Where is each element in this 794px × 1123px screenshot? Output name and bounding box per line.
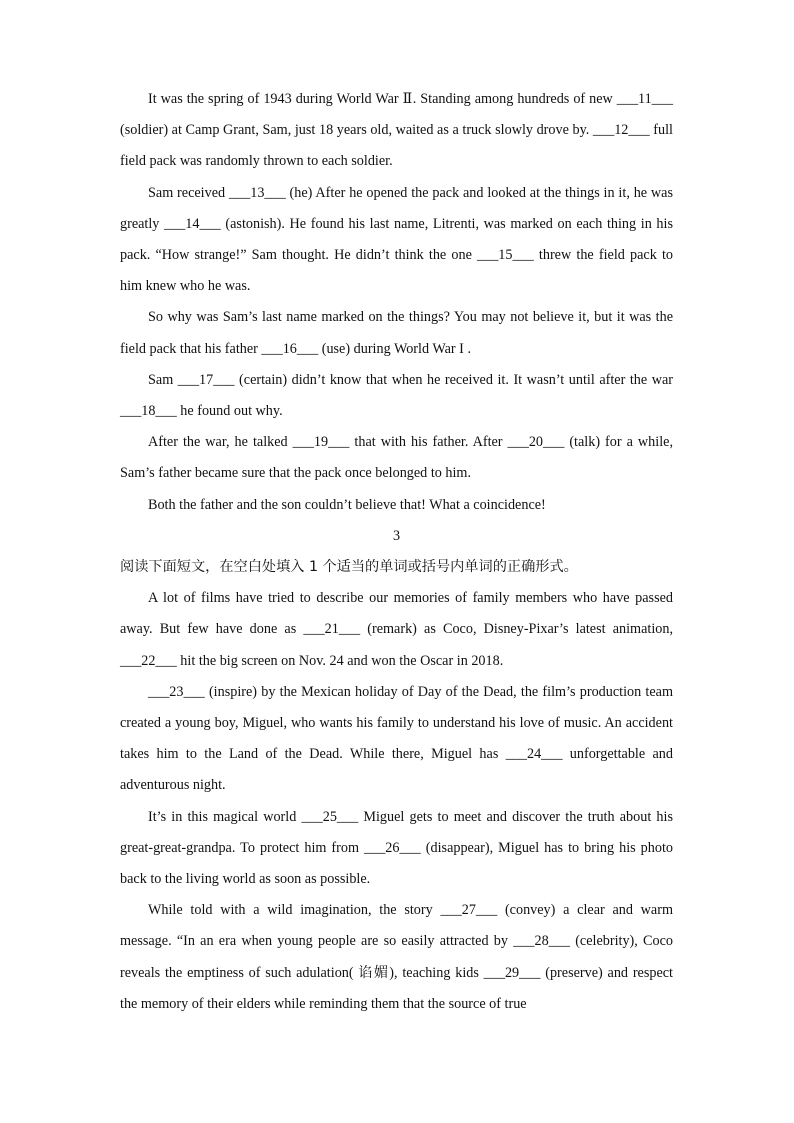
- passage-paragraph: ___23___ (inspire) by the Mexican holiday of Day of the Dead, the film’s production team created a young boy, Miguel, who wants his family to understand his love of music. An accident takes him to the Land of the Dead. While there, Miguel has ___24___ unforgettable and adventurous night.: [120, 683, 673, 794]
- passage-paragraph: After the war, he talked ___19___ that with his father. After ___20___ (talk) for a while, Sam’s father became sure that the pack once belonged to him.: [120, 434, 673, 482]
- passage-paragraph: Sam received ___13___ (he) After he opened the pack and looked at the things in it, he was greatly ___14___ (astonish). He found his last name, Litrenti, was marked on each thing in his pack. “How strange!” Sam thought. He didn’t think the one ___15___ threw the field pack to him knew who he was.: [120, 184, 673, 295]
- section-instruction: 阅读下面短文，在空白处填入 1 个适当的单词或括号内单词的正确形式。: [120, 559, 578, 576]
- document-page: [120, 84, 673, 1020]
- passage-paragraph: Sam ___17___ (certain) didn’t know that when he received it. It wasn’t until after the war ___18___ he found out why.: [120, 371, 673, 420]
- passage-paragraph: It was the spring of 1943 during World War Ⅱ. Standing among hundreds of new ___11___ (soldier) at Camp Grant, Sam, just 18 years old, waited as a truck slowly drove by. ___12___ full field pack was randomly thrown to each soldier.: [120, 91, 673, 170]
- passage-paragraph: While told with a wild imagination, the story ___27___ (convey) a clear and warm message. “In an era when young people are so easily attracted by ___28___ (celebrity), Coco reveals the emptiness of such adulation( 谄媚), teaching kids ___29___ (preserve) and respect the memory of their elders while reminding them that the source of true: [120, 902, 673, 1012]
- passage-paragraph: Both the father and the son couldn’t believe that! What a coincidence!: [148, 496, 546, 513]
- passage-paragraph: It’s in this magical world ___25___ Miguel gets to meet and discover the truth about his great-great-grandpa. To protect him from ___26___ (disappear), Miguel has to bring his photo back to the living world as soon as possible.: [120, 808, 673, 888]
- section-number: 3: [392, 527, 401, 544]
- passage-paragraph: A lot of films have tried to describe our memories of family members who have passed away. But few have done as ___21___ (remark) as Coco, Disney-Pixar’s latest animation, ___22___ hit the big screen on Nov. 24 and won the Oscar in 2018.: [120, 590, 673, 669]
- passage-paragraph: So why was Sam’s last name marked on the things? You may not believe it, but it was the field pack that his father ___16___ (use) during World War I .: [120, 309, 673, 357]
